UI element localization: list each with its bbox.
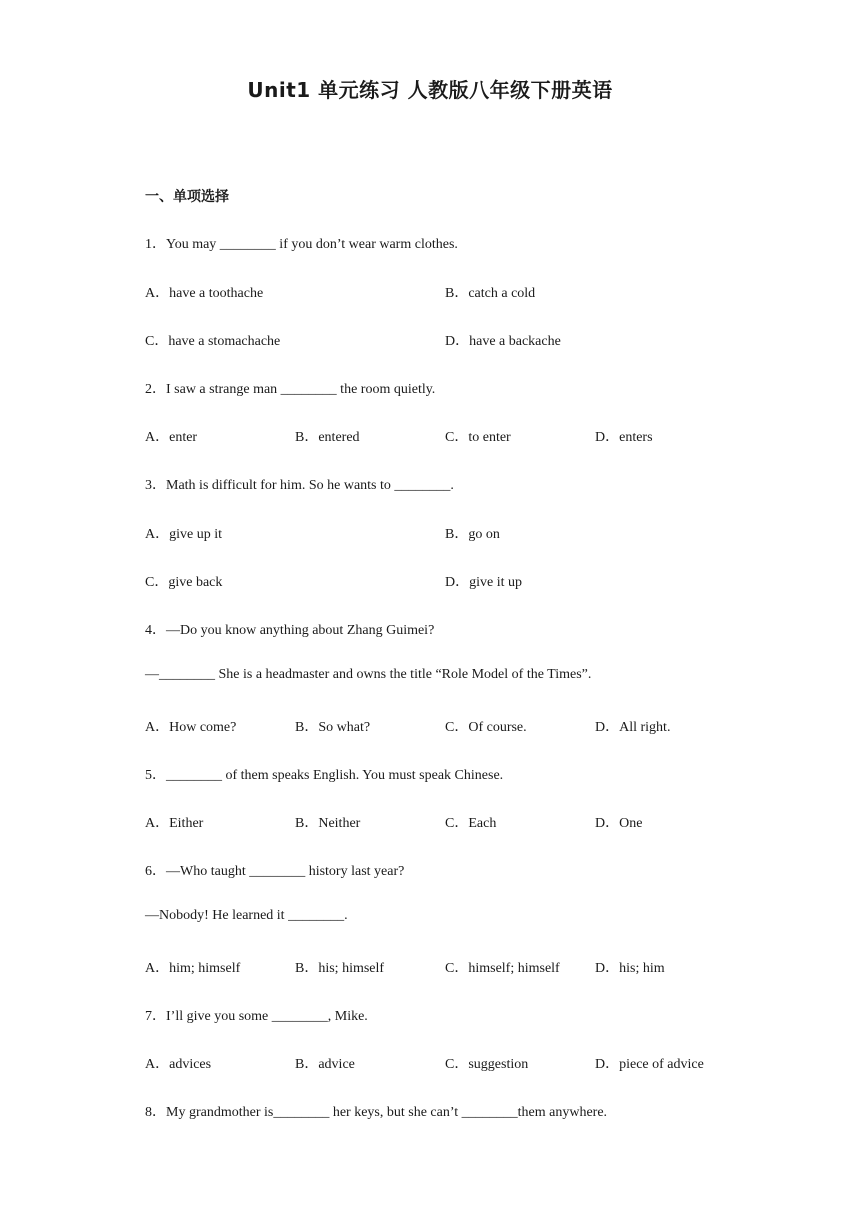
question-stem: 1．You may ________ if you don’t wear warm clothes. (145, 237, 458, 252)
option-c: C．have a stomachache (145, 334, 281, 349)
question-stem: 5．________ of them speaks English. You must speak Chinese. (145, 768, 504, 783)
option-b: B．entered (295, 430, 360, 445)
option-c: C．Each (445, 816, 497, 831)
question-stem: 2．I saw a strange man ________ the room quietly. (145, 382, 436, 397)
question-stem-reply: —________ She is a headmaster and owns the title “Role Model of the Times”. (145, 667, 592, 682)
question-stem: 3．Math is difficult for him. So he wants to ________. (145, 478, 454, 493)
option-d: D．piece of advice (595, 1057, 704, 1072)
question-stem: 7．I’ll give you some ________, Mike. (145, 1009, 368, 1024)
option-c: C．to enter (445, 430, 511, 445)
question-stem: 6．—Who taught ________ history last year? (145, 864, 405, 879)
question-stem: 4．—Do you know anything about Zhang Guimei? (145, 623, 435, 638)
option-d: D．enters (595, 430, 653, 445)
option-d: D．All right. (595, 720, 671, 735)
option-c: C．give back (145, 575, 223, 590)
option-c: C．suggestion (445, 1057, 529, 1072)
option-d: D．One (595, 816, 643, 831)
option-d: D．his; him (595, 961, 665, 976)
option-c: C．Of course. (445, 720, 527, 735)
option-b: B．Neither (295, 816, 361, 831)
question-stem: 8．My grandmother is________ her keys, but she can’t ________them anywhere. (145, 1105, 608, 1120)
option-a: A．How come? (145, 720, 237, 735)
option-b: B．his; himself (295, 961, 385, 976)
option-b: B．advice (295, 1057, 355, 1072)
option-d: D．give it up (445, 575, 522, 590)
option-a: A．give up it (145, 527, 222, 542)
option-a: A．Either (145, 816, 204, 831)
option-b: B．So what? (295, 720, 371, 735)
option-c: C．himself; himself (445, 961, 560, 976)
option-a: A．have a toothache (145, 286, 264, 301)
option-a: A．him; himself (145, 961, 241, 976)
question-stem-reply: —Nobody! He learned it ________. (145, 908, 348, 923)
option-b: B．catch a cold (445, 286, 536, 301)
option-b: B．go on (445, 527, 500, 542)
option-a: A．enter (145, 430, 198, 445)
page-title: Unit1 单元练习 人教版八年级下册英语 (247, 78, 613, 102)
option-d: D．have a backache (445, 334, 561, 349)
option-a: A．advices (145, 1057, 212, 1072)
section-heading: 一、单项选择 (145, 189, 229, 205)
